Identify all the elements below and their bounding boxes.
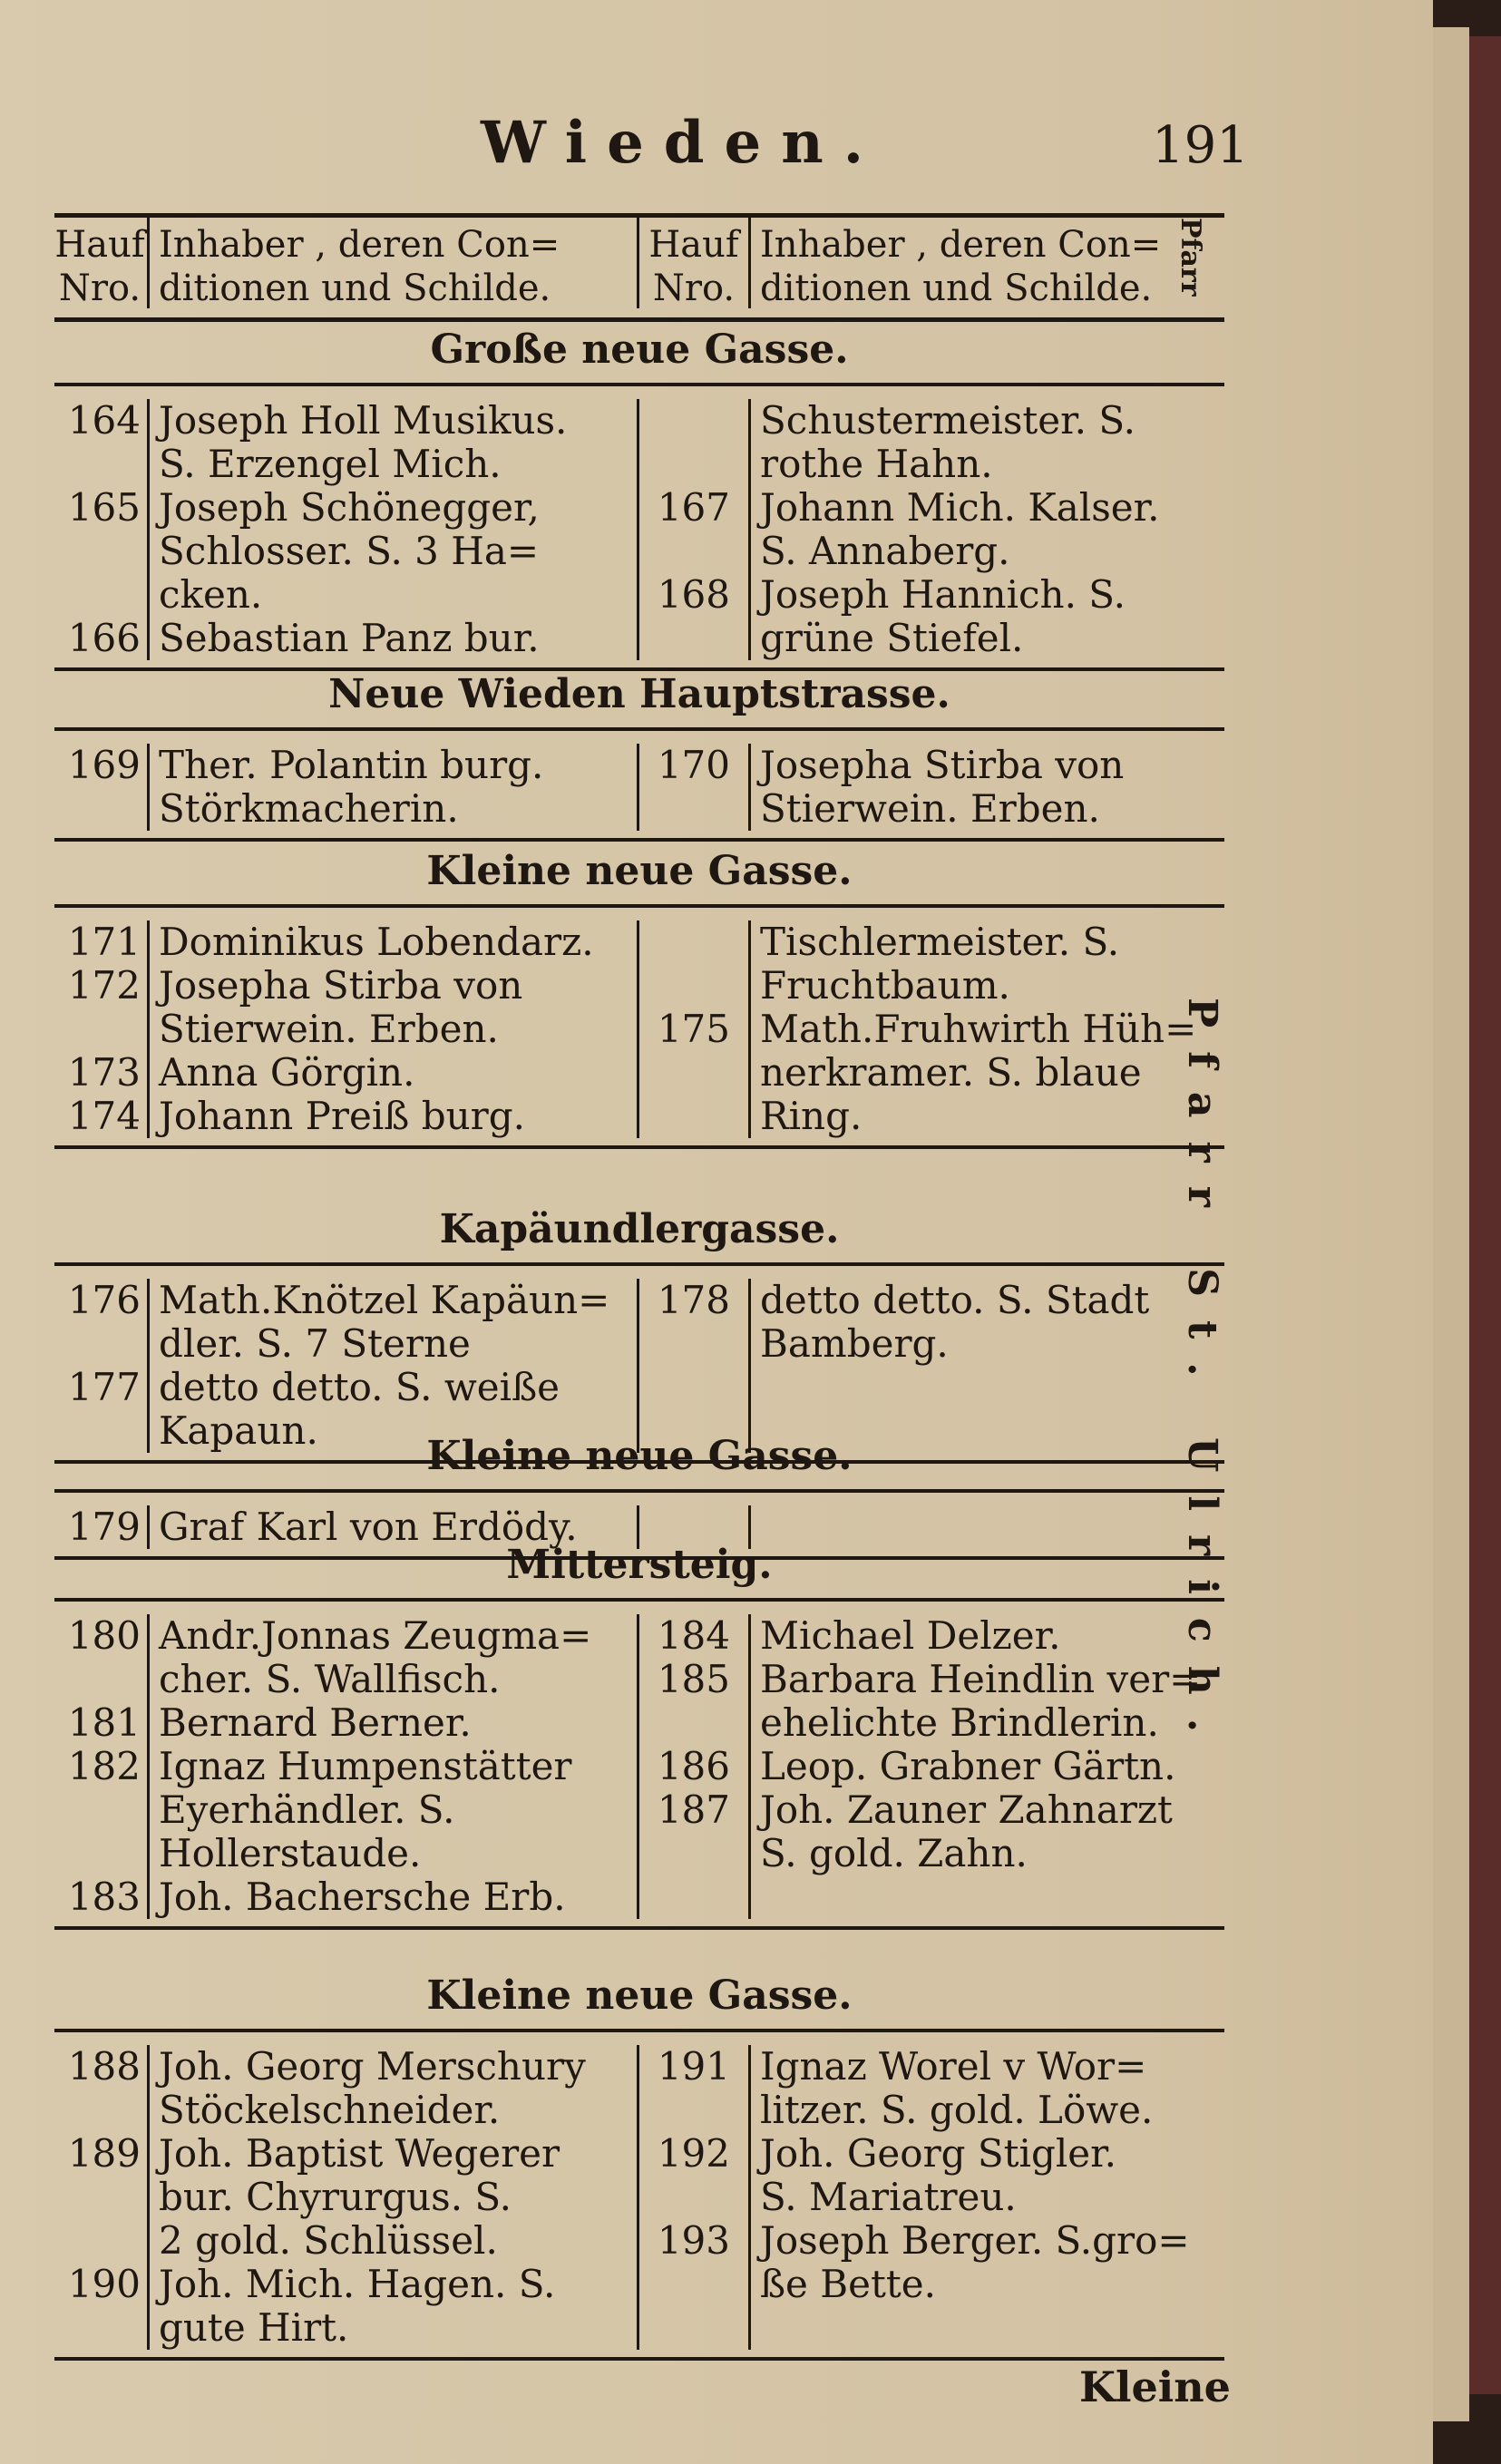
section-rule (54, 904, 1224, 908)
column-divider (637, 1279, 639, 1453)
owner-entry: Josepha Stirba von Stierwein. Erben. (159, 963, 523, 1051)
column-divider (748, 744, 751, 831)
owner-entry: Graf Karl von Erdödy. (159, 1505, 578, 1549)
section-rule (54, 1489, 1224, 1493)
owner-entry: Schustermeister. S. rothe Hahn. (760, 398, 1135, 486)
owner-entry: Joseph Schönegger, Schlosser. S. 3 Ha= cken. (159, 485, 540, 617)
left-number-header: Hauf Nro. (54, 224, 145, 309)
owner-entry: Anna Görgin. (159, 1050, 415, 1095)
house-number: 170 (657, 743, 730, 787)
page-number: 191 (1152, 116, 1249, 175)
owner-entry: Josepha Stirba von Stierwein. Erben. (760, 743, 1125, 831)
house-number: 173 (67, 1050, 141, 1095)
house-number: 187 (657, 1787, 730, 1832)
book-cover-edge (1469, 36, 1501, 2394)
column-divider (637, 399, 639, 660)
house-number: 171 (67, 920, 141, 964)
column-divider (748, 920, 751, 1138)
owner-entry: Ignaz Humpenstätter Eyerhändler. S. Hollerstaude. (159, 1744, 572, 1875)
street-heading: Kapäundlergasse. (439, 1206, 840, 1252)
owner-entry: Joh. Georg Stigler. S. Mariatreu. (760, 2131, 1116, 2219)
street-heading: Kleine neue Gasse. (426, 1972, 853, 2019)
page-edge (1433, 27, 1469, 2421)
house-number: 175 (657, 1007, 730, 1051)
house-number: 165 (67, 485, 141, 530)
margin-note: Pfarr St. Ulrich. (1179, 998, 1225, 1757)
house-number: 177 (67, 1365, 141, 1409)
catchword: Kleine (1079, 2362, 1231, 2411)
street-heading: Kleine neue Gasse. (426, 848, 853, 894)
house-number: 167 (657, 485, 730, 530)
house-number: 183 (67, 1875, 141, 1919)
owner-entry: Michael Delzer. (760, 1613, 1061, 1658)
owner-entry: Johann Mich. Kalser. S. Annaberg. (760, 485, 1160, 573)
owner-entry: Johann Preiß burg. (159, 1094, 525, 1138)
section-rule (54, 383, 1224, 386)
column-divider (637, 920, 639, 1138)
section-bottom-rule (54, 838, 1224, 842)
side-column-header: Pfarr (1174, 218, 1206, 297)
owner-entry: Andr.Jonnas Zeugma= cher. S. Wallfisch. (159, 1613, 592, 1701)
street-heading: Große neue Gasse. (430, 326, 849, 373)
owner-entry: Joseph Berger. S.gro= ße Bette. (760, 2218, 1190, 2306)
house-number: 168 (657, 572, 730, 617)
owner-entry: detto detto. S. Stadt Bamberg. (760, 1278, 1150, 1366)
column-divider (637, 744, 639, 831)
section-bottom-rule (54, 2357, 1224, 2361)
column-divider (748, 2045, 751, 2350)
house-number: 188 (67, 2044, 141, 2089)
column-divider (147, 2045, 150, 2350)
column-divider (748, 399, 751, 660)
house-number: 178 (657, 1278, 730, 1322)
owner-entry: detto detto. S. weiße Kapaun. (159, 1365, 560, 1453)
house-number: 189 (67, 2131, 141, 2176)
column-divider (748, 1279, 751, 1453)
house-number: 180 (67, 1613, 141, 1658)
house-number: 191 (657, 2044, 730, 2089)
house-number: 192 (657, 2131, 730, 2176)
owner-entry: Leop. Grabner Gärtn. (760, 1744, 1176, 1788)
register-table (54, 0, 1224, 2464)
section-rule (54, 727, 1224, 731)
right-description-header: Inhaber , deren Con= ditionen und Schilde. (760, 224, 1162, 309)
house-number: 172 (67, 963, 141, 1008)
owner-entry: Joh. Baptist Wegerer bur. Chyrurgus. S. 2 gold. Schlüssel. (159, 2131, 560, 2263)
house-number: 176 (67, 1278, 141, 1322)
section-bottom-rule (54, 1926, 1224, 1930)
owner-entry: Joh. Mich. Hagen. S. gute Hirt. (159, 2262, 556, 2350)
house-number: 179 (67, 1505, 141, 1549)
house-number: 181 (67, 1700, 141, 1745)
column-divider (637, 1614, 639, 1919)
column-divider (147, 399, 150, 660)
house-number: 166 (67, 616, 141, 660)
owner-entry: Sebastian Panz bur. (159, 616, 540, 660)
owner-entry: Math.Fruhwirth Hüh= nerkramer. S. blaue Ring. (760, 1007, 1197, 1138)
column-divider (147, 920, 150, 1138)
street-heading: Mittersteig. (506, 1542, 773, 1588)
section-rule (54, 1262, 1224, 1266)
owner-entry: Bernard Berner. (159, 1700, 472, 1745)
column-divider (748, 1614, 751, 1919)
house-number: 174 (67, 1094, 141, 1138)
column-divider (147, 1279, 150, 1453)
house-number: 164 (67, 398, 141, 443)
right-number-header: Hauf Nro. (648, 224, 739, 309)
column-divider (147, 744, 150, 831)
house-number: 184 (657, 1613, 730, 1658)
house-number: 186 (657, 1744, 730, 1788)
owner-entry: Math.Knötzel Kapäun= dler. S. 7 Sterne (159, 1278, 610, 1366)
owner-entry: Barbara Heindlin ver= ehelichte Brindlerin. (760, 1657, 1202, 1745)
street-heading: Kleine neue Gasse. (426, 1433, 853, 1479)
page-title: Wieden. (481, 109, 884, 177)
street-heading: Neue Wieden Hauptstrasse. (328, 671, 950, 717)
house-number: 190 (67, 2262, 141, 2306)
owner-entry: Tischlermeister. S. Fruchtbaum. (760, 920, 1120, 1008)
owner-entry: Ther. Polantin burg. Störkmacherin. (159, 743, 544, 831)
section-rule (54, 1598, 1224, 1602)
house-number: 182 (67, 1744, 141, 1788)
column-divider (147, 1614, 150, 1919)
section-bottom-rule (54, 1145, 1224, 1149)
owner-entry: Joh. Bachersche Erb. (159, 1875, 566, 1919)
house-number: 193 (657, 2218, 730, 2263)
house-number: 169 (67, 743, 141, 787)
left-description-header: Inhaber , deren Con= ditionen und Schilde. (159, 224, 560, 309)
owner-entry: Joh. Georg Merschury Stöckelschneider. (159, 2044, 586, 2132)
owner-entry: Ignaz Worel v Wor= litzer. S. gold. Löwe. (760, 2044, 1154, 2132)
section-rule (54, 2029, 1224, 2032)
owner-entry: Joseph Hannich. S. grüne Stiefel. (760, 572, 1126, 660)
owner-entry: Dominikus Lobendarz. (159, 920, 594, 964)
house-number: 185 (657, 1657, 730, 1701)
column-divider (637, 2045, 639, 2350)
owner-entry: Joh. Zauner Zahnarzt S. gold. Zahn. (760, 1787, 1173, 1875)
owner-entry: Joseph Holl Musikus. S. Erzengel Mich. (159, 398, 568, 486)
